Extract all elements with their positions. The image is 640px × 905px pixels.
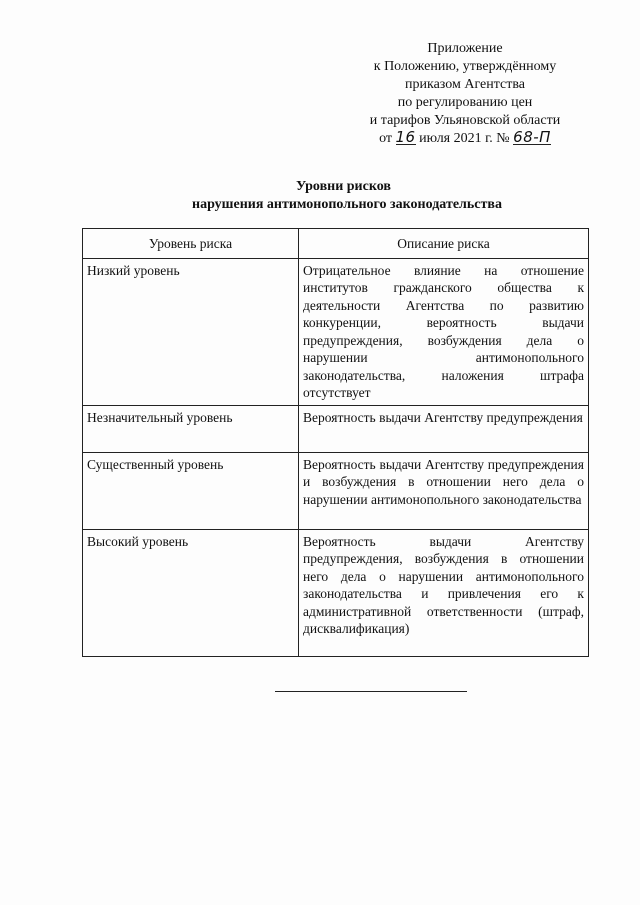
risk-level-cell: Существенный уровень [83, 452, 299, 529]
risk-description-cell: Вероятность выдачи Агентству предупреждения и возбуждения в отношении него дела о нарушении антимонопольного законодательства [299, 452, 589, 529]
header-date-line [345, 130, 585, 148]
table-header-row [83, 229, 589, 259]
header-line: Приложение [427, 41, 503, 56]
risk-levels-table [82, 228, 589, 657]
appendix-header [345, 40, 585, 148]
handwritten-day: 16 [395, 128, 416, 146]
header-line: по регулированию цен [397, 95, 533, 110]
title-line-1: Уровни рисков [296, 179, 391, 194]
table-row [83, 529, 589, 656]
risk-description-cell: Вероятность выдачи Агентству предупреждения [299, 405, 589, 452]
risk-level-cell: Незначительный уровень [83, 405, 299, 452]
header-line: к Положению, утверждённому [373, 59, 557, 74]
risk-level-cell: Низкий уровень [83, 258, 299, 405]
risk-level-cell: Высокий уровень [83, 529, 299, 656]
table-row [83, 405, 589, 452]
header-line: и тарифов Ульяновской области [369, 113, 561, 128]
table-row [83, 258, 589, 405]
date-prefix: от [379, 131, 392, 146]
handwritten-order-number: 68-П [513, 128, 551, 146]
closing-line [275, 691, 467, 692]
column-header-description: Описание риска [299, 229, 589, 259]
risk-description-cell: Вероятность выдачи Агентству предупреждения, возбуждения в отношении него дела о нарушении антимонопольного законодательства и привлечения его к административной ответственности (штраф, дисквалификация) [299, 529, 589, 656]
risk-description-cell: Отрицательное влияние на отношение институтов гражданского общества к деятельности Агентства по развитию конкуренции, вероятность выдачи предупреждения, возбуждения дела о нарушении антимонопольного законодательства, наложения штрафа отсутствует [299, 258, 589, 405]
title-line-2: нарушения антимонопольного законодательства [192, 197, 502, 212]
header-line: приказом Агентства [405, 77, 525, 92]
column-header-level: Уровень риска [83, 229, 299, 259]
date-middle: июля 2021 г. № [419, 131, 510, 146]
table-row [83, 452, 589, 529]
